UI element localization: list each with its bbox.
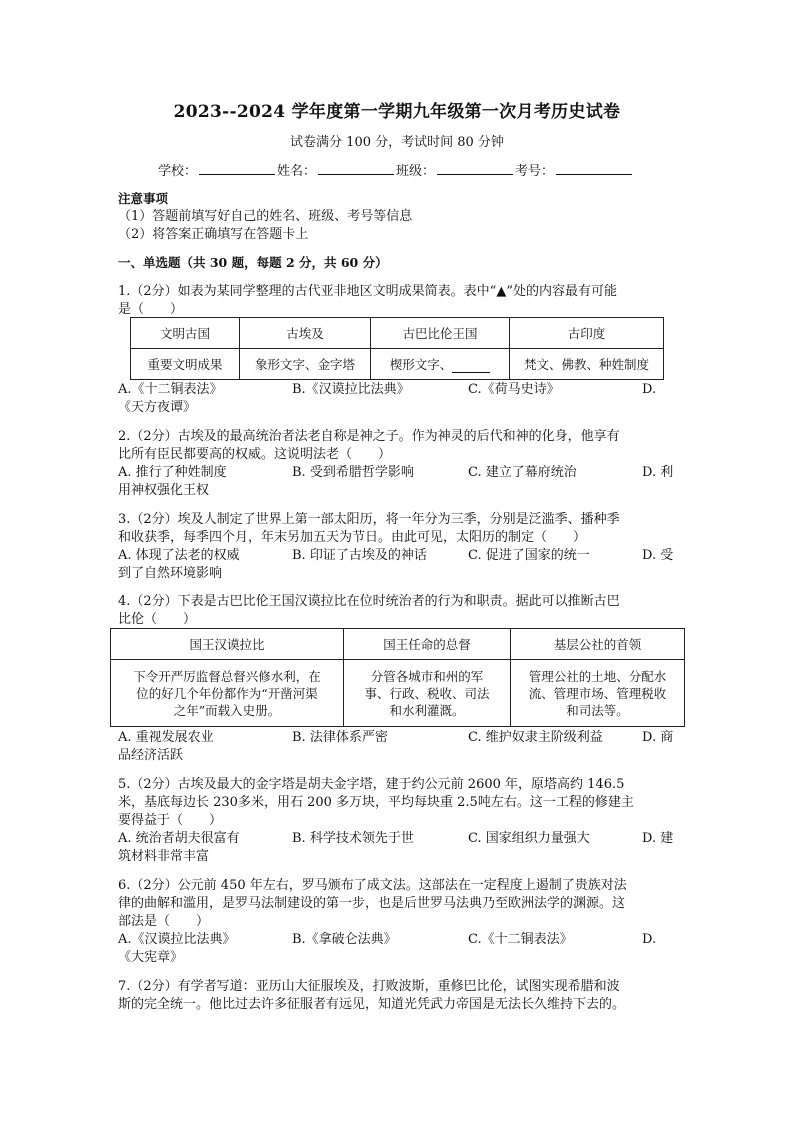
table-cell: 梵文、佛教、种姓制度	[510, 349, 664, 380]
option-a[interactable]: A. 统治者胡夫很富有	[118, 831, 240, 846]
option-b[interactable]: B. 科学技术领先于世	[292, 831, 414, 846]
option-d[interactable]: D.	[642, 382, 657, 397]
stem-line: 5.（2分）古埃及最大的金字塔是胡夫金字塔，建于约公元前 2600 年，原塔高约 146.5	[118, 777, 625, 792]
notice-item: （1）答题前填写好自己的姓名、班级、考号等信息	[118, 209, 413, 224]
stem-line: 是（ ）	[118, 302, 184, 317]
option-d[interactable]: D.	[642, 932, 657, 947]
option-b[interactable]: B.《拿破仑法典》	[292, 932, 397, 947]
option-b[interactable]: B. 受到希腊哲学影响	[292, 465, 414, 480]
stem-line: 斯的完全统一。他比过去许多征服者有远见，知道光凭武力帝国是无法长久维持下去的。	[118, 997, 626, 1012]
table-cell	[111, 660, 344, 727]
table-header-cell: 国王任命的总督	[344, 629, 511, 660]
stem-line: 米，基底每边长 230多米，用石 200 多万块，平均每块重 2.5吨左右。这一工程的修建主	[118, 795, 634, 810]
stem-line: 2.（2分）古埃及的最高统治者法老自称是神之子。作为神灵的后代和神的化身，他享有	[118, 429, 620, 444]
stem-line: 3.（2分）埃及人制定了世界上第一部太阳历，将一年分为三季，分别是泛滥季、播种季	[118, 512, 620, 527]
option-a[interactable]: A. 重视发展农业	[118, 730, 214, 745]
cell-line: 和司法等。	[566, 702, 629, 718]
stem-line: 7.（2分）有学者写道：亚历山大征服埃及，打败波斯，重修巴比伦，试图实现希腊和波	[118, 979, 620, 994]
student-info-row	[158, 160, 638, 179]
option-d-continued[interactable]: 筑材料非常丰富	[118, 849, 210, 864]
cell-line: 和水利灌溉。	[389, 702, 465, 718]
option-d-continued[interactable]: 用神权强化王权	[118, 483, 210, 498]
table-cell: 重要文明成果	[131, 349, 240, 380]
table-cell	[371, 349, 510, 380]
question-3-stem	[118, 511, 666, 547]
option-c[interactable]: C.《十二铜表法》	[468, 932, 573, 947]
question-4-stem	[118, 593, 666, 629]
cell-line: 位的好几个年份都作为“开凿河渠	[136, 685, 318, 701]
option-d[interactable]: D. 利	[642, 465, 674, 480]
exam-title: 2023--2024 学年度第一学期九年级第一次月考历史试卷	[173, 102, 621, 122]
notice-item: （2）将答案正确填写在答题卡上	[118, 227, 309, 242]
stem-line: 比伦（ ）	[118, 612, 197, 627]
option-c[interactable]: C. 建立了幕府统治	[468, 465, 577, 480]
option-d-continued[interactable]: 品经济活跃	[118, 748, 184, 763]
stem-line: 律的曲解和滥用，是罗马法制建设的第一步，也是后世罗马法典乃至欧洲法学的渊源。这	[118, 896, 626, 911]
table-header-cell: 古巴比伦王国	[371, 318, 510, 349]
question-2-stem	[118, 428, 666, 464]
question-1-table	[130, 317, 664, 380]
question-5-stem	[118, 776, 666, 830]
section-title: 一、单选题（共 30 题，每题 2 分，共 60 分）	[118, 255, 388, 270]
question-4-table	[110, 628, 685, 727]
stem-line: 部法是（ ）	[118, 914, 210, 929]
option-b[interactable]: B. 法律体系严密	[292, 730, 388, 745]
stem-line: 6.（2分）公元前 450 年左右，罗马颁布了成文法。这部法在一定程度上遏制了贵族对法	[118, 878, 627, 893]
table-cell: 象形文字、金字塔	[240, 349, 371, 380]
option-c[interactable]: C. 维护奴隶主阶级利益	[468, 730, 603, 745]
stem-line: 和收获季，每季四个月，年末另加五天为节日。由此可见，太阳历的制定（ ）	[118, 530, 587, 545]
option-d[interactable]: D. 建	[642, 831, 674, 846]
question-1-stem	[118, 283, 666, 319]
stem-line: 要得益于（ ）	[118, 813, 223, 828]
question-7-stem	[118, 978, 666, 1014]
name-label: 姓名：	[277, 164, 317, 179]
table-cell-text: 楔形文字、	[389, 357, 453, 372]
cell-line: 流、管理市场、管理税收	[528, 685, 667, 701]
option-c[interactable]: C. 国家组织力量强大	[468, 831, 590, 846]
table-header-cell: 文明古国	[131, 318, 240, 349]
class-blank[interactable]	[437, 160, 513, 175]
option-d[interactable]: D. 受	[642, 548, 674, 563]
name-blank[interactable]	[318, 160, 394, 175]
exam-number-label: 考号：	[515, 164, 555, 179]
table-cell	[511, 660, 685, 727]
question-6-stem	[118, 877, 666, 931]
stem-line: 比所有臣民都要高的权威。这说明法老（ ）	[118, 447, 392, 462]
table-header-cell: 国王汉谟拉比	[111, 629, 344, 660]
option-d-continued[interactable]: 到了自然环境影响	[118, 566, 223, 581]
option-a[interactable]: A.《十二铜表法》	[118, 382, 223, 397]
answer-blank	[452, 359, 490, 373]
school-blank[interactable]	[199, 160, 275, 175]
option-a[interactable]: A.《汉谟拉比法典》	[118, 932, 236, 947]
table-header-cell: 古埃及	[240, 318, 371, 349]
cell-line: 之年”而载入史册。	[173, 702, 281, 718]
school-label: 学校：	[158, 164, 198, 179]
cell-line: 下令开严厉监督总督兴修水利，在	[133, 668, 321, 684]
option-a[interactable]: A. 推行了种姓制度	[118, 465, 227, 480]
table-header-cell: 基层公社的首领	[511, 629, 685, 660]
option-c[interactable]: C.《荷马史诗》	[468, 382, 560, 397]
option-b[interactable]: B.《汉谟拉比法典》	[292, 382, 410, 397]
option-d-continued[interactable]: 《天方夜谭》	[118, 400, 197, 415]
stem-line: 1.（2分）如表为某同学整理的古代亚非地区文明成果简表。表中“▲”处的内容最有可能	[118, 284, 617, 299]
cell-line: 分管各城市和州的军	[370, 668, 484, 684]
stem-line: 4.（2分）下表是古巴比伦王国汉谟拉比在位时统治者的行为和职责。据此可以推断古巴	[118, 594, 620, 609]
table-cell	[344, 660, 511, 727]
option-b[interactable]: B. 印证了古埃及的神话	[292, 548, 427, 563]
option-d-continued[interactable]: 《大宪章》	[118, 950, 184, 965]
option-a[interactable]: A. 体现了法老的权威	[118, 548, 240, 563]
notice-title: 注意事项	[118, 191, 169, 206]
class-label: 班级：	[396, 164, 436, 179]
exam-subtitle: 试卷满分 100 分，考试时间 80 分钟	[290, 135, 504, 150]
cell-line: 事、行政、税收、司法	[364, 685, 490, 701]
table-header-cell: 古印度	[510, 318, 664, 349]
option-d[interactable]: D. 商	[642, 730, 674, 745]
cell-line: 管理公社的土地、分配水	[528, 668, 667, 684]
exam-number-blank[interactable]	[556, 160, 632, 175]
option-c[interactable]: C. 促进了国家的统一	[468, 548, 590, 563]
